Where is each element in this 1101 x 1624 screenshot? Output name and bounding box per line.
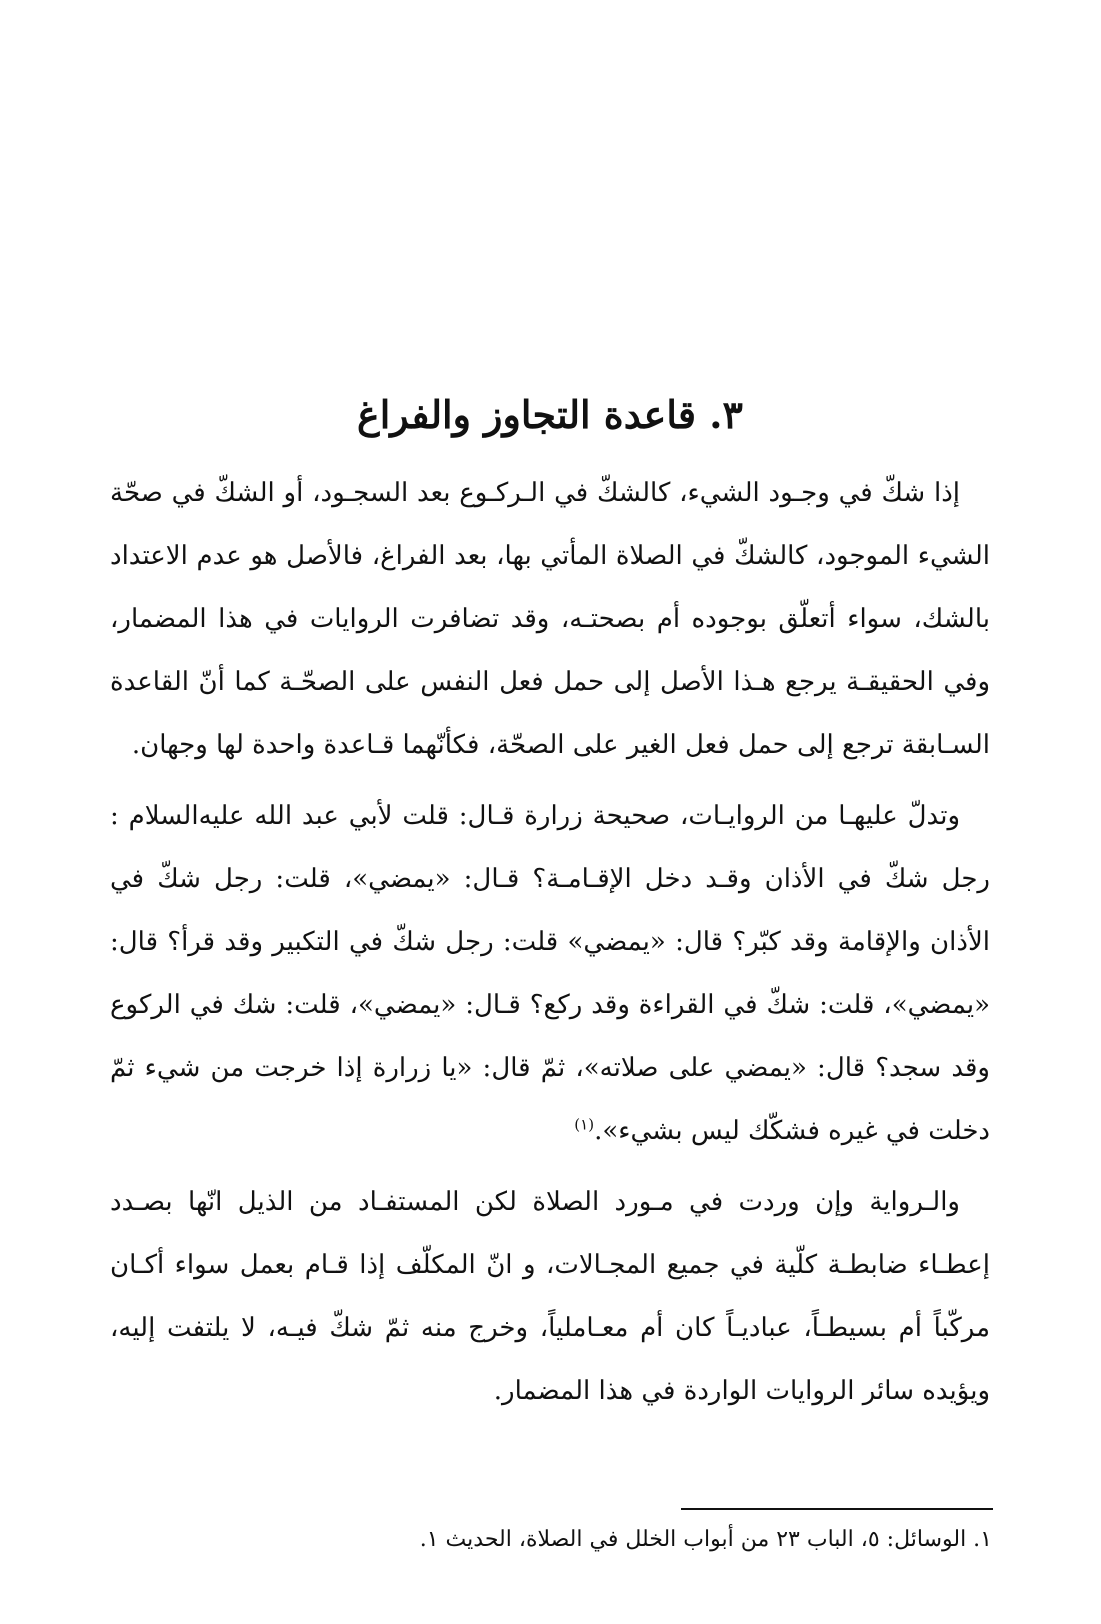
paragraph-conclusion: والـرواية وإن وردت في مـورد الصلاة لكن المستفـاد من الذيل انّها بصـدد إعطـاء ضابطـة كلّية في جميع المجـالات، و انّ المكلّف إذا قـام بعمل سواء أكـان مركّباً أم بسيطـاً، عباديـاً كان أم معـاملياً، وخرج منه ثمّ شكّ فيـه، لا يلتفت إليه، ويؤيده سائر الروايات الواردة في هذا المضمار. [110,1187,990,1406]
section-heading: ٣. قاعدة التجاوز والفراغ [357,392,743,438]
paragraph-evidence-text: وتدلّ عليهـا من الروايـات، صحيحة زرارة قـال: قلت لأبي عبد الله عليه‌السلام : رجل شكّ في الأذان وقـد دخل الإقـامـة؟ قـال: «يمضي»، قلت: رجل شكّ في الأذان والإقامة وقد كبّر؟ قال: «يمضي» قلت: رجل شكّ في التكبير وقد قرأ؟ قال: «يمضي»، قلت: شكّ في القراءة وقد ركع؟ قـال: «يمضي»، قلت: شك في الركوع وقد سجد؟ قال: «يمضي على صلاته»، ثمّ قال: «يا زرارة إذا خرجت من شيء ثمّ دخلت في غيره فشكّك ليس بشيء». [110,801,990,1146]
footnote-separator [681,1508,993,1510]
body-text [110,462,990,1431]
footnote-reference: (١) [574,1115,595,1134]
paragraph-intro: إذا شكّ في وجـود الشيء، كالشكّ في الـركـوع بعد السجـود، أو الشكّ في صحّة الشيء الموجود، كالشكّ في الصلاة المأتي بها، بعد الفراغ، فالأصل هو عدم الاعتداد بالشك، سواء أتعلّق بوجوده أم بصحتـه، وقد تضافرت الروايات في هذا المضمار، وفي الحقيقـة يرجع هـذا الأصل إلى حمل فعل النفس على الصحّـة كما أنّ القاعدة السـابقة ترجع إلى حمل فعل الغير على الصحّة، فكأنّهما قـاعدة واحدة لها وجهان. [110,478,991,760]
paragraph-evidence [110,785,990,1163]
footnote: ١. الوسائل: ٥، الباب ٢٣ من أبواب الخلل في الصلاة، الحديث ١. [419,1527,992,1552]
